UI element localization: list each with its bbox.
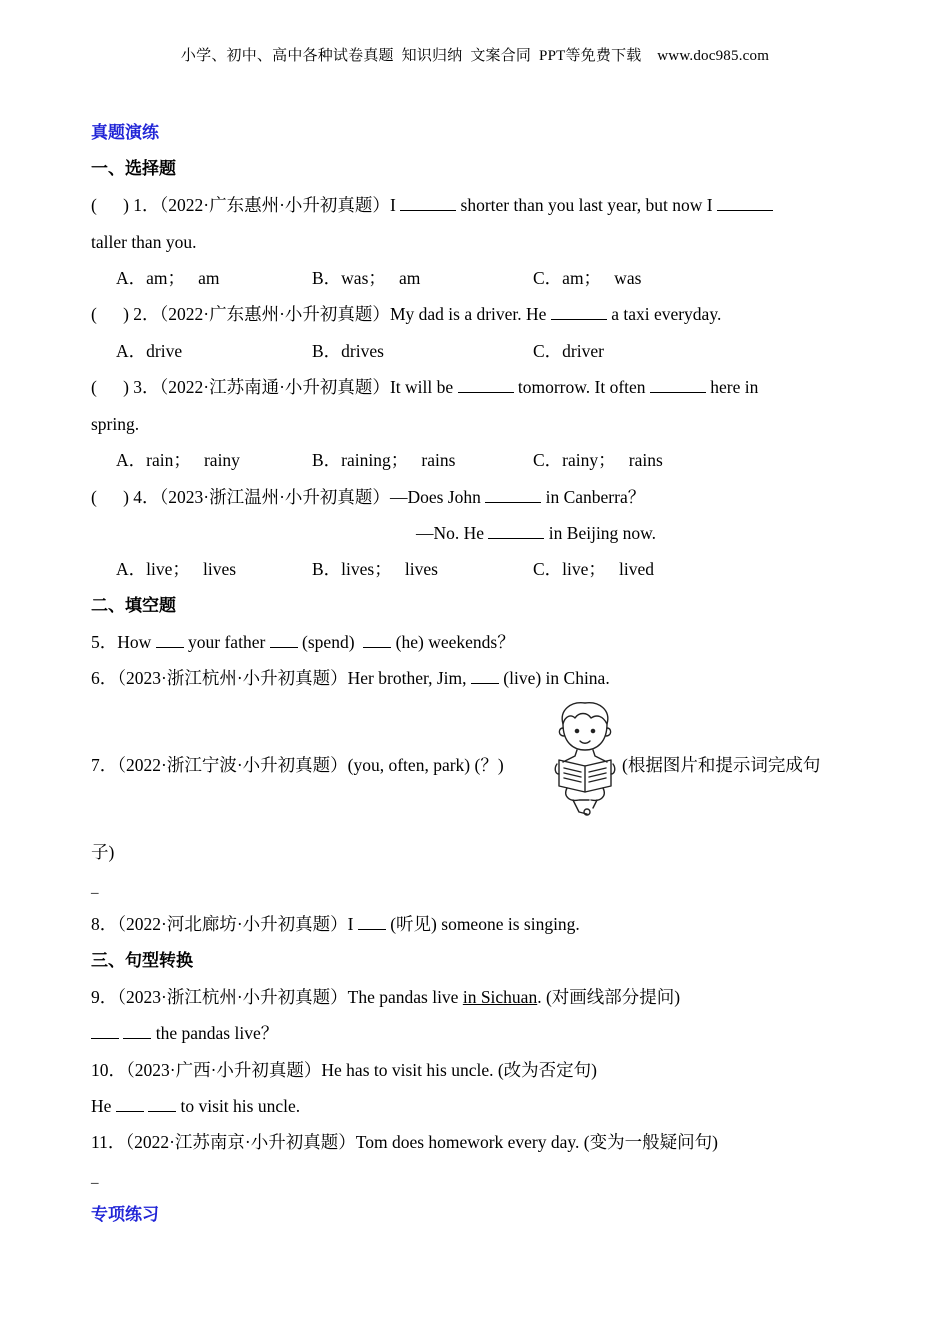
section-sentence-transform: 三、句型转换 [91,951,193,971]
option-c: C．live； lived [533,559,655,579]
answer-blank[interactable] [400,194,456,211]
option-b: B．raining； rains [312,450,456,470]
question-text: —Does John [389,487,486,507]
section-fill-blank: 二、填空题 [91,596,176,616]
option-b: B．was； am [312,268,421,288]
question-text: He [91,1096,116,1116]
question-text: the pandas live？ [151,1023,279,1043]
question-source: （2022·广东惠州·小升初真题） [159,195,390,215]
question-5 [91,631,515,653]
answer-blank[interactable] [363,631,391,648]
answer-paren: ( ) 1． [91,195,160,215]
question-7-hint: (根据图片和提示词完成句 [622,755,821,775]
option-c: C．driver [533,341,604,361]
question-text: to visit his uncle. [176,1096,301,1116]
question-text: tomorrow. It often [513,377,650,397]
question-8 [91,913,580,935]
question-6 [91,667,610,689]
answer-paren: ( ) 4． [91,487,160,507]
question-text: He has to visit his uncle. (改为否定句) [321,1060,597,1080]
option-b: B．lives； lives [312,559,438,579]
question-2 [91,303,721,325]
question-number: 11． [91,1132,126,1152]
page-header: 小学、初中、高中各种试卷真题 知识归纳 文案合同 PPT等免费下载 www.doc985.com [180,48,770,64]
question-source: （2023·浙江杭州·小升初真题） [117,668,348,688]
question-3-line2: spring. [91,414,140,434]
answer-blank[interactable] [551,303,607,320]
answer-blank[interactable] [458,376,514,393]
answer-blank[interactable] [650,376,706,393]
option-c: C．rainy； rains [533,450,663,470]
underlined-phrase: in Sichuan [462,987,538,1007]
question-text: —No. He [416,523,489,543]
title-main: 真题演练 [91,123,159,143]
question-source: （2022·河北廊坊·小升初真题） [117,914,348,934]
answer-blank[interactable] [485,486,541,503]
question-text: (he) weekends？ [391,632,515,652]
question-text: 5．How [91,632,156,652]
question-source: （2023·浙江杭州·小升初真题） [117,987,348,1007]
answer-line[interactable]: _ [91,880,99,896]
answer-blank[interactable] [123,1022,151,1039]
question-number: 6． [91,668,118,688]
answer-line[interactable]: _ [91,1170,99,1186]
question-11 [91,1131,718,1153]
question-text: your father [183,632,270,652]
question-text: (you, often, park) (？) [347,755,504,775]
answer-blank[interactable] [156,631,184,648]
question-7-line2: 子) [91,842,115,862]
question-text: in Beijing now. [544,523,657,543]
answer-blank[interactable] [270,631,298,648]
question-source: （2022·广东惠州·小升初真题） [159,304,390,324]
option-a: A．am； am [116,268,220,288]
question-10-line2 [91,1095,300,1117]
question-10 [91,1059,597,1081]
question-9 [91,986,680,1008]
question-number: 8． [91,914,118,934]
question-text: (spend) [297,632,364,652]
question-text: Tom does homework every day. (变为一般疑问句) [355,1132,718,1152]
answer-blank[interactable] [116,1095,144,1112]
question-number: 7． [91,755,118,775]
question-text: . (对画线部分提问) [537,987,681,1007]
question-source: （2022·浙江宁波·小升初真题） [117,755,348,775]
question-text: a taxi everyday. [606,304,722,324]
question-4 [91,486,645,508]
question-1-line2: taller than you. [91,232,197,252]
footer-heading: 专项练习 [91,1205,159,1225]
answer-paren: ( ) 3． [91,377,160,397]
question-3 [91,376,758,398]
question-text: Her brother, Jim, [347,668,471,688]
question-text: The pandas live [347,987,463,1007]
answer-blank[interactable] [358,913,386,930]
question-text: here in [705,377,759,397]
answer-blank[interactable] [717,194,773,211]
answer-blank[interactable] [91,1022,119,1039]
question-7 [91,754,504,776]
question-source: （2023·广西·小升初真题） [126,1060,322,1080]
question-4-line2 [416,522,656,544]
answer-blank[interactable] [148,1095,176,1112]
section-choice: 一、选择题 [91,159,176,179]
question-text: in Canberra？ [541,487,646,507]
question-1 [91,194,773,216]
option-c: C．am； was [533,268,642,288]
question-text: shorter than you last year, but now I [456,195,717,215]
question-text: I [389,195,401,215]
question-text: My dad is a driver. He [389,304,551,324]
question-text: It will be [389,377,458,397]
question-number: 10． [91,1060,126,1080]
option-b: B．drives [312,341,384,361]
question-text: (听见) someone is singing. [385,914,580,934]
question-source: （2022·江苏南通·小升初真题） [159,377,390,397]
option-a: A．live； lives [116,559,237,579]
question-number: 9． [91,987,118,1007]
question-source: （2023·浙江温州·小升初真题） [159,487,390,507]
option-a: A．rain； rainy [116,450,240,470]
answer-blank[interactable] [471,667,499,684]
question-text: I [347,914,358,934]
option-a: A．drive [116,341,183,361]
answer-blank[interactable] [488,522,544,539]
answer-paren: ( ) 2． [91,304,160,324]
boy-reading-book-icon [553,700,617,823]
question-9-line2 [91,1022,278,1044]
question-source: （2022·江苏南京·小升初真题） [125,1132,356,1152]
question-text: (live) in China. [498,668,610,688]
